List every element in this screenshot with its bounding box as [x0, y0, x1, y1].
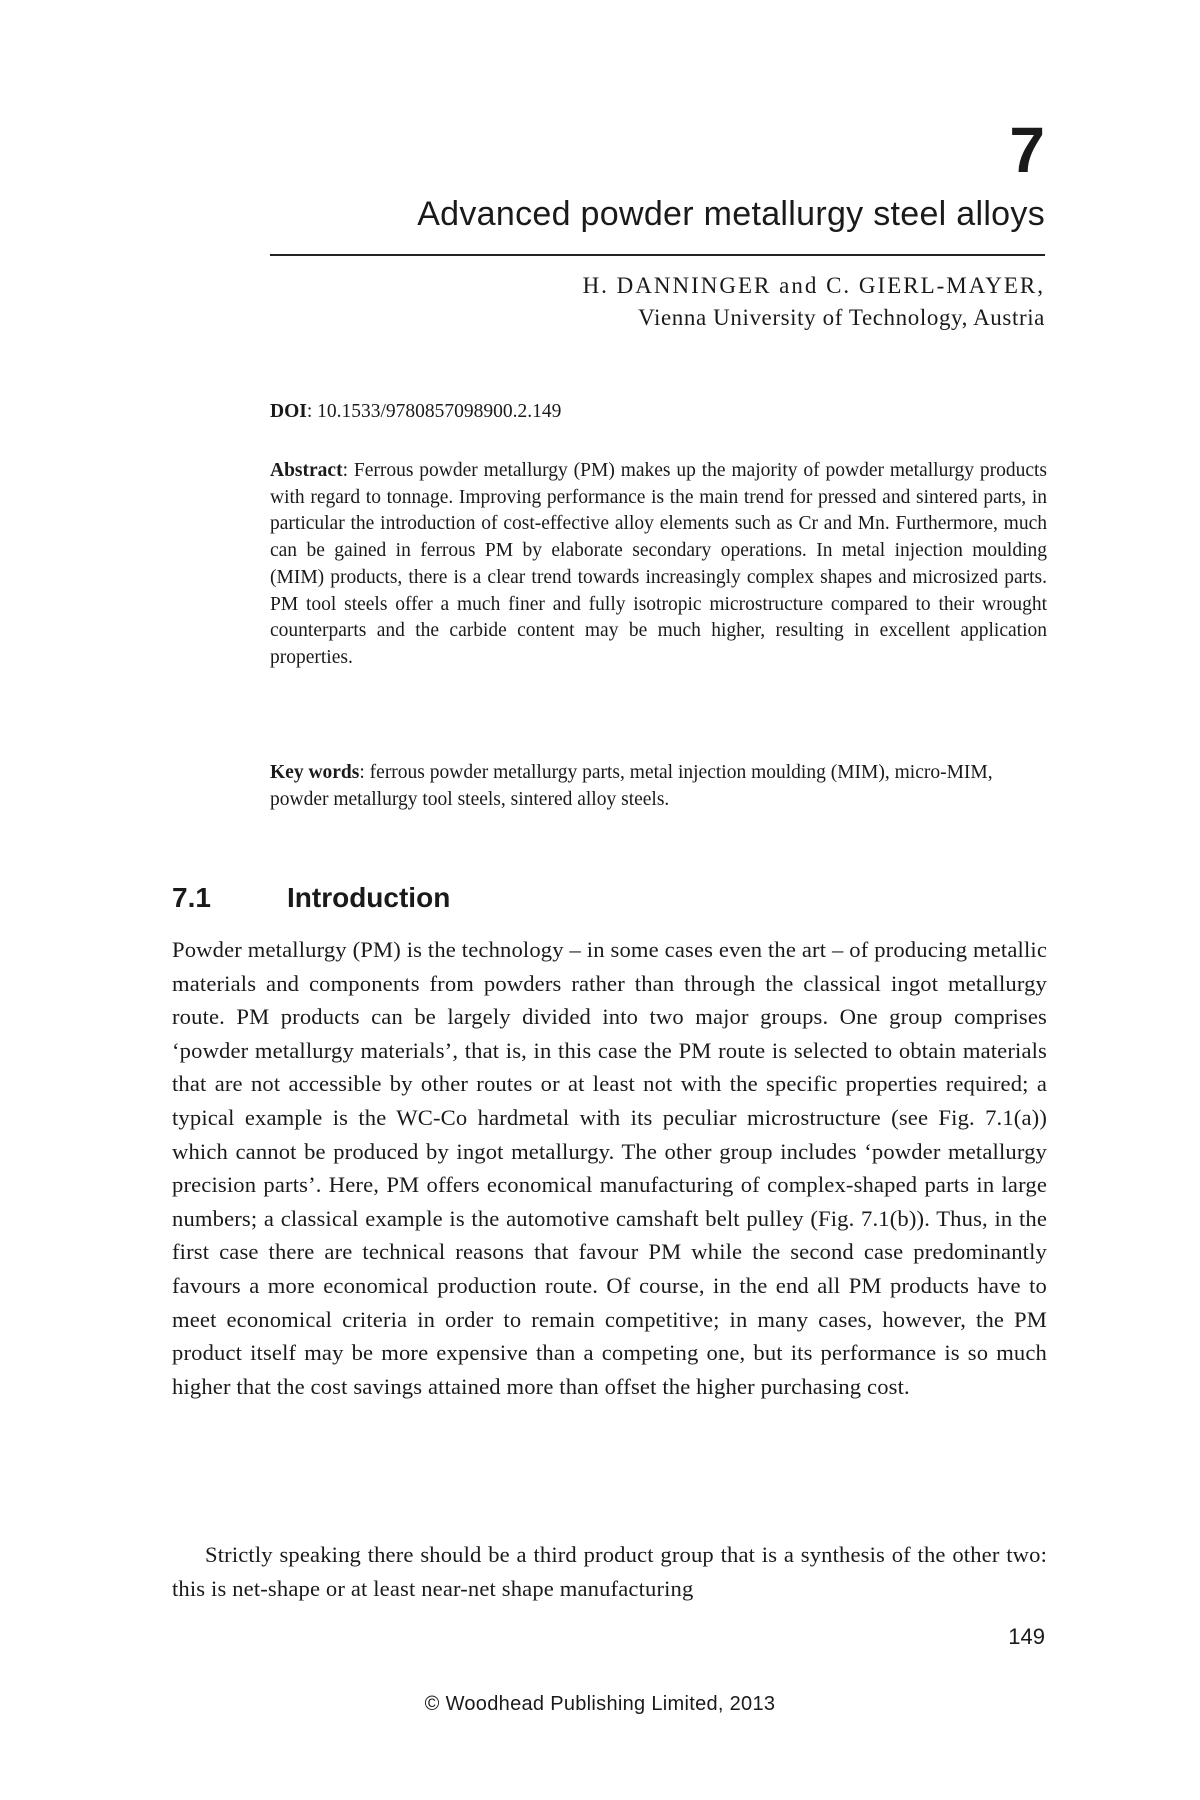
body-paragraph: Strictly speaking there should be a third product group that is a synthesis of the other two: this is net-shape or at least near-net shape manufacturing	[172, 1542, 1047, 1601]
copyright-notice: © Woodhead Publishing Limited, 2013	[424, 1693, 776, 1715]
section-title: Introduction	[287, 882, 451, 913]
chapter-title: Advanced powder metallurgy steel alloys	[417, 195, 1045, 233]
abstract-label: Abstract	[270, 460, 343, 481]
abstract-text: : Ferrous powder metallurgy (PM) makes up the majority of powder metallurgy products with regard to tonnage. Improving performance is the main trend for pressed and sintered parts, in particular the introduction of cost-effective alloy elements such as Cr and Mn. Furthermore, much can be gained in ferrous PM by elaborate secondary operations. In metal injection moulding (MIM) products, there is a clear trend towards increasingly complex shapes and microsized parts. PM tool steels offer a much finer and fully isotropic microstructure compared to their wrought counterparts and the carbide content may be much higher, resulting in excellent application properties.	[270, 460, 1047, 668]
title-rule	[270, 254, 1045, 256]
keywords-text: : ferrous powder metallurgy parts, metal injection moulding (MIM), micro-MIM, powder metallurgy tool steels, sintered alloy steels.	[270, 762, 993, 810]
page-number: 149	[1008, 1624, 1045, 1649]
author-affiliation: Vienna University of Technology, Austria	[638, 305, 1045, 330]
keywords-label: Key words	[270, 762, 360, 783]
body-paragraph: Powder metallurgy (PM) is the technology – in some cases even the art – of producing metallic materials and components from powders rather than through the classical ingot metallurgy route. PM products can be largely divided into two major groups. One group comprises ‘powder metallurgy materials’, that is, in this case the PM route is selected to obtain materials that are not accessible by other routes or at least not with the specific properties required; a typical example is the WC-Co hardmetal with its peculiar microstructure (see Fig. 7.1(a)) which cannot be produced by ingot metallurgy. The other group includes ‘powder metallurgy precision parts’. Here, PM offers economical manufacturing of complex-shaped parts in large numbers; a classical example is the automotive camshaft belt pulley (Fig. 7.1(b)). Thus, in the first case there are technical reasons that favour PM while the second case predominantly favours a more economical production route. Of course, in the end all PM products have to meet economical criteria in order to remain competitive; in many cases, however, the PM product itself may be more expensive than a competing one, but its performance is so much higher that the cost savings attained more than offset the higher purchasing cost.	[172, 937, 1047, 1399]
section-number: 7.1	[172, 882, 211, 913]
chapter-authors: H. DANNINGER and C. GIERL-MAYER,	[582, 273, 1045, 298]
doi-label: DOI	[270, 401, 307, 422]
abstract	[270, 458, 1047, 672]
doi-value[interactable]: : 10.1533/9780857098900.2.149	[306, 401, 562, 422]
doi-line	[270, 401, 561, 423]
keywords	[270, 760, 1047, 813]
chapter-number: 7	[1009, 114, 1045, 186]
